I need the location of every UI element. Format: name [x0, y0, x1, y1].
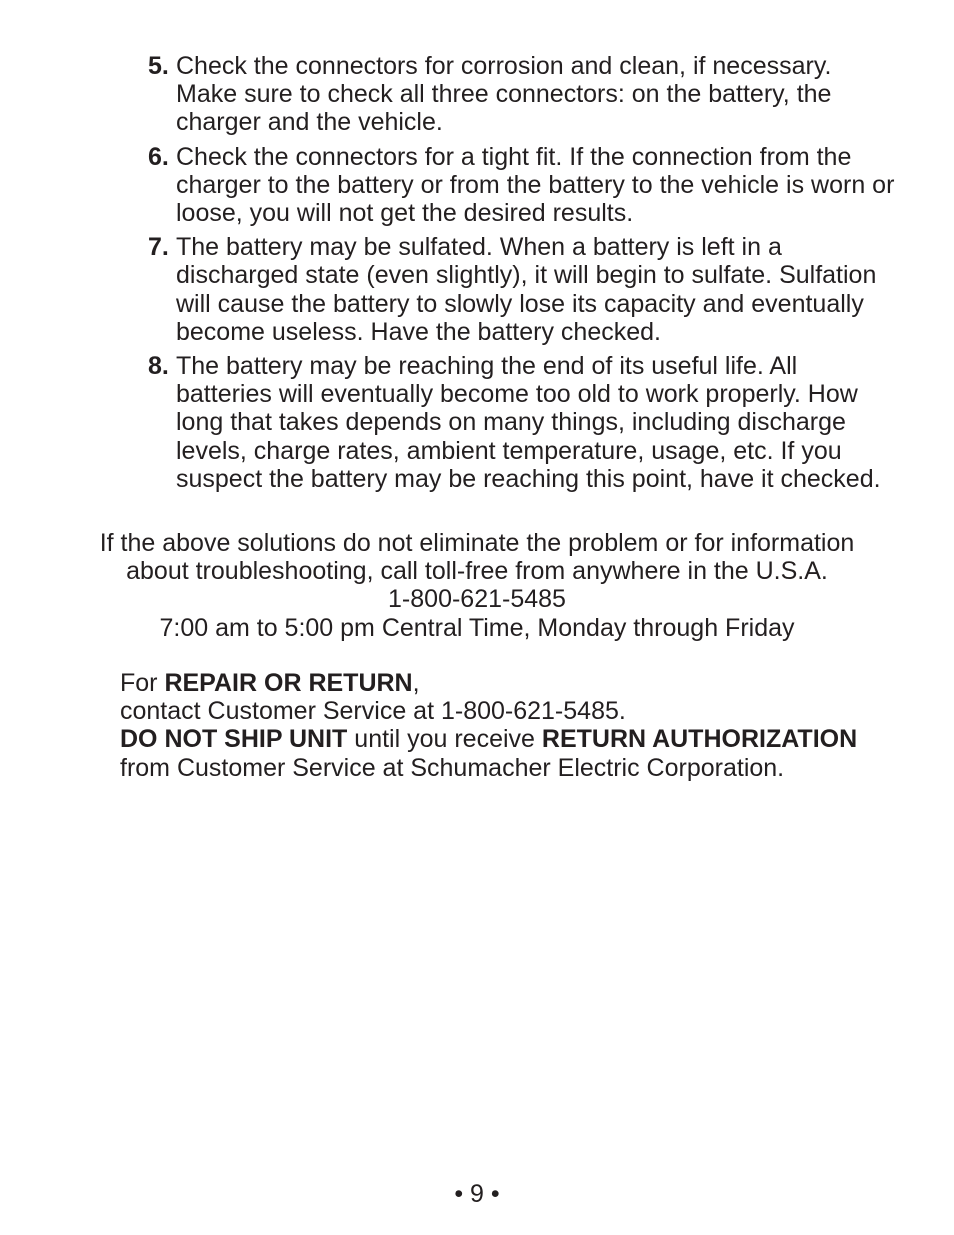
troubleshooting-steps [148, 52, 898, 499]
do-not-ship-label: DO NOT SHIP UNIT [120, 725, 348, 754]
return-authorization-label: RETURN AUTHORIZATION [541, 725, 858, 754]
step-number: 7. [148, 233, 169, 262]
repair-return-block [120, 669, 920, 782]
repair-warning-line [120, 725, 920, 753]
step-number: 6. [148, 142, 169, 171]
contact-phone: 1-800-621-5485 [388, 585, 566, 614]
for-prefix: For [120, 669, 165, 697]
page-number: • 9 • [454, 1180, 500, 1208]
contact-line-1: If the above solutions do not eliminate the problem or for information [99, 529, 855, 557]
contact-hours: 7:00 am to 5:00 pm Central Time, Monday through Friday [159, 613, 795, 642]
repair-contact-line: contact Customer Service at 1-800-621-5485. [120, 697, 626, 726]
step-text: The battery may be sulfated. When a battery is left in a discharged state (even slightly), it will begin to sulfate. Sulfation will cause the battery to slowly lose its capacity and eventually become useless. Have the battery checked. [176, 233, 877, 346]
list-item [148, 352, 898, 493]
step-text: Check the connectors for corrosion and clean, if necessary. Make sure to check all three connectors: on the battery, the charger and the vehicle. [176, 52, 832, 137]
step-number: 5. [148, 52, 169, 80]
repair-line-1 [120, 669, 920, 697]
list-item [148, 233, 898, 346]
contact-line-2: about troubleshooting, call toll-free from anywhere in the U.S.A. [126, 557, 828, 586]
repair-or-return-label: REPAIR OR RETURN [164, 669, 413, 697]
warning-middle: until you receive [347, 725, 542, 754]
step-text: The battery may be reaching the end of its useful life. All batteries will eventually become too old to work properly. How long that takes depends on many things, including discharge levels, charge rates, ambient temperature, usage, etc. If you suspect the battery may be reaching this point, have it checked. [176, 352, 881, 493]
step-text: Check the connectors for a tight fit. If the connection from the charger to the battery or from the battery to the vehicle is worn or loose, you will not get the desired results. [176, 142, 895, 228]
contact-block [0, 529, 954, 642]
for-suffix: , [412, 669, 420, 697]
list-item [148, 143, 898, 228]
list-item [148, 52, 898, 137]
step-number: 8. [148, 352, 169, 381]
repair-from-line: from Customer Service at Schumacher Electric Corporation. [120, 753, 785, 782]
